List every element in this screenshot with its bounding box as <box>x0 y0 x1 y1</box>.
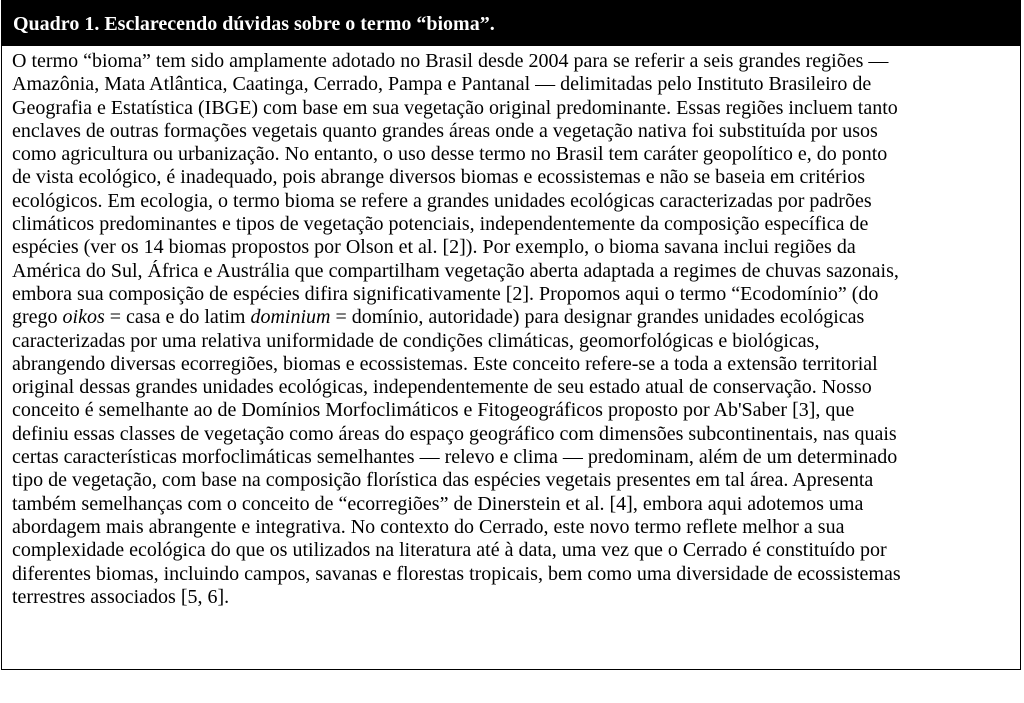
text-line: de vista ecológico, é inadequado, pois abrange diversos biomas e ecossistemas e não se baseia em critérios <box>12 166 866 189</box>
text-line: terrestres associados [5, 6]. <box>12 585 230 608</box>
box-title-bar <box>2 1 1020 46</box>
text-line: diferentes biomas, incluindo campos, savanas e florestas tropicais, bem como uma diversidade de ecossistemas <box>12 562 901 585</box>
text-line: tipo de vegetação, com base na composição florística das espécies vegetais presentes em tal área. Apresenta <box>12 469 874 492</box>
box-title: Quadro 1. Esclarecendo dúvidas sobre o termo “bioma”. <box>13 13 495 35</box>
text-line: abordagem mais abrangente e integrativa. No contexto do Cerrado, este novo termo reflete melhor a sua <box>12 515 845 538</box>
text-line: complexidade ecológica do que os utilizados na literatura até à data, uma vez que o Cerrado é constituído por <box>12 539 887 562</box>
text-line: abrangendo diversas ecorregiões, biomas e ecossistemas. Este conceito refere-se a toda a extensão territorial <box>12 352 878 375</box>
text-line: América do Sul, África e Austrália que compartilham vegetação aberta adaptada a regimes de chuvas sazonais, <box>12 259 899 282</box>
text-line <box>12 306 1010 329</box>
text-line: conceito é semelhante ao de Domínios Morfoclimáticos e Fitogeográficos proposto por Ab'Saber [3], que <box>12 399 855 422</box>
text-line: certas características morfoclimáticas semelhantes — relevo e clima — predominam, além de um determinado <box>12 446 898 469</box>
text-line: espécies (ver os 14 biomas propostos por Olson et al. [2]). Por exemplo, o bioma savana inclui regiões da <box>12 236 856 259</box>
text-segment: grego <box>12 306 63 329</box>
text-line: também semelhanças com o conceito de “ecorregiões” de Dinerstein et al. [4], embora aqui adotemos uma <box>12 492 864 515</box>
text-segment: = domínio, autoridade) para designar grandes unidades ecológicas <box>330 306 865 329</box>
text-segment: = casa e do latim <box>104 306 251 329</box>
box-body <box>2 46 1020 609</box>
text-line: definiu essas classes de vegetação como áreas do espaço geográfico com dimensões subcontinentais, nas quais <box>12 422 897 445</box>
text-line: Amazônia, Mata Atlântica, Caatinga, Cerrado, Pampa e Pantanal — delimitadas pelo Instituto Brasileiro de <box>12 73 872 96</box>
text-line: embora sua composição de espécies difira significativamente [2]. Propomos aqui o termo “Ecodomínio” (do <box>12 282 879 305</box>
info-box <box>1 0 1021 670</box>
text-line: O termo “bioma” tem sido amplamente adotado no Brasil desde 2004 para se referir a seis grandes regiões — <box>12 50 889 72</box>
text-line: original dessas grandes unidades ecológicas, independentemente de seu estado atual de conservação. Nosso <box>12 376 872 399</box>
text-line: como agricultura ou urbanização. No entanto, o uso desse termo no Brasil tem caráter geopolítico e, do ponto <box>12 143 888 166</box>
italic-term-oikos: oikos <box>62 306 105 329</box>
text-line: climáticos predominantes e tipos de vegetação potenciais, independentemente da composição específica de <box>12 213 869 236</box>
italic-term-dominium: dominium <box>250 306 331 329</box>
text-line: Geografia e Estatística (IBGE) com base em sua vegetação original predominante. Essas regiões incluem tanto <box>12 96 898 119</box>
text-line: ecológicos. Em ecologia, o termo bioma se refere a grandes unidades ecológicas caracterizadas por padrões <box>12 189 872 212</box>
text-line: enclaves de outras formações vegetais quanto grandes áreas onde a vegetação nativa foi substituída por usos <box>12 119 878 142</box>
text-line: caracterizadas por uma relativa uniformidade de condições climáticas, geomorfológicas e biológicas, <box>12 329 820 352</box>
